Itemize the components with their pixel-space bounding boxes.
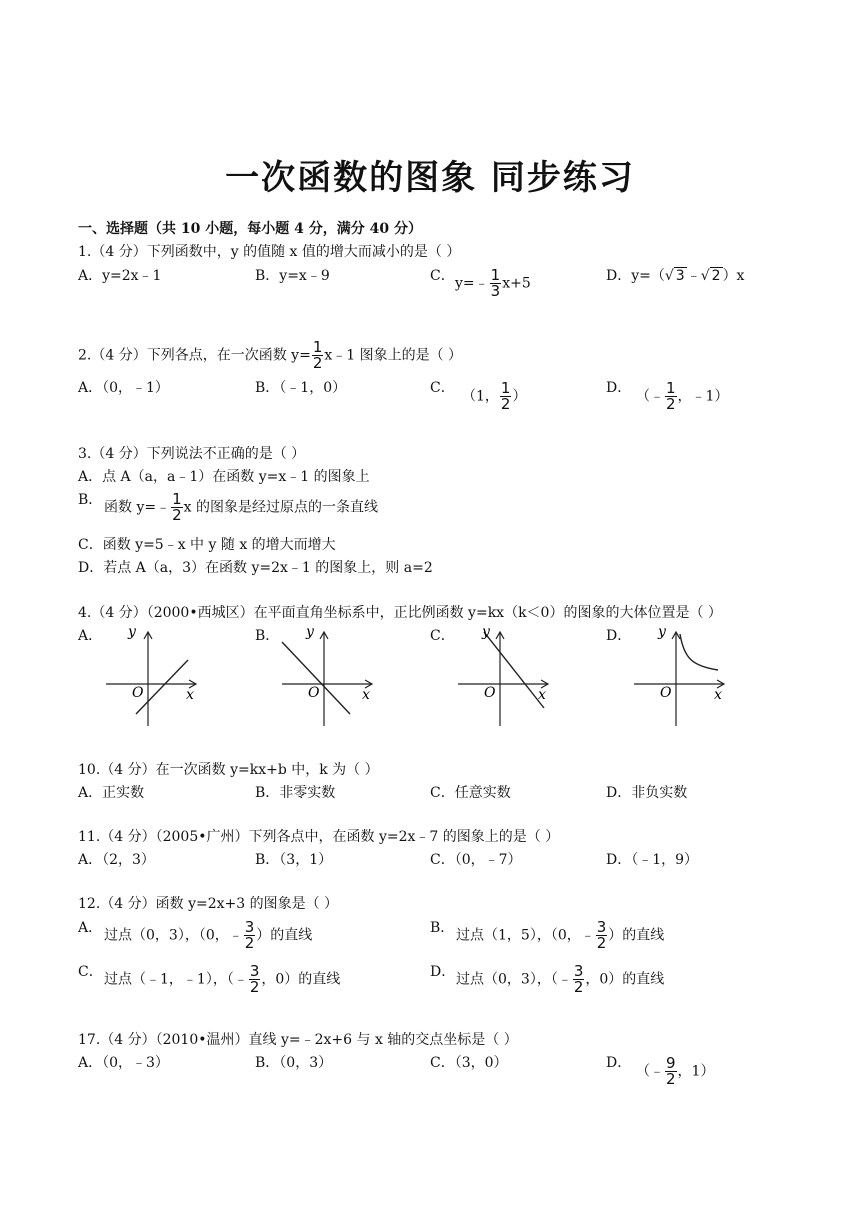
q4-option-a[interactable]: A． bbox=[78, 628, 103, 644]
q12-a-prefix: 过点（0，3），（0，﹣ bbox=[104, 927, 243, 944]
graph-c-x-label: x bbox=[538, 687, 546, 703]
sqrt-2-radicand: 2 bbox=[711, 268, 721, 284]
q17-option-d-label[interactable]: D． bbox=[606, 1055, 632, 1071]
q3-stem: 3.（4 分）下列说法不正确的是（ ） bbox=[78, 446, 306, 462]
q2-option-d-expr bbox=[636, 381, 728, 412]
q12-a-suffix: ）的直线 bbox=[256, 927, 313, 944]
q17-option-b[interactable]: B．（0，3） bbox=[255, 1055, 333, 1071]
section-heading: 一、选择题（共 10 小题，每小题 4 分，满分 40 分） bbox=[78, 221, 422, 237]
q2-d-denominator: 2 bbox=[666, 395, 676, 413]
q1-d-suffix: ）x bbox=[722, 268, 745, 284]
q4-graph-d bbox=[628, 622, 728, 730]
q17-d-numerator: 9 bbox=[666, 1054, 676, 1072]
q10-option-b[interactable]: B．非零实数 bbox=[255, 785, 336, 801]
q12-a-fraction bbox=[244, 920, 256, 951]
q1-c-suffix: x+5 bbox=[502, 275, 531, 292]
q12-d-suffix: ，0）的直线 bbox=[585, 971, 665, 988]
q12-a-numerator: 3 bbox=[244, 918, 255, 936]
q11-option-c[interactable]: C．（0，﹣7） bbox=[430, 852, 522, 868]
q1-d-prefix: D．y=（ bbox=[606, 268, 665, 284]
q3-option-b-label[interactable]: B． bbox=[78, 492, 103, 508]
q12-c-fraction bbox=[249, 964, 261, 995]
q3-b-prefix: 函数 y=﹣ bbox=[104, 499, 171, 516]
q12-a-denominator: 2 bbox=[244, 934, 255, 952]
q10-option-a[interactable]: A．正实数 bbox=[78, 785, 145, 801]
graph-b-y-label: y bbox=[306, 624, 314, 640]
graph-d-y-label: y bbox=[658, 624, 666, 640]
q3-option-d[interactable]: D．若点 A（a，3）在函数 y=2x﹣1 的图象上，则 a=2 bbox=[78, 560, 433, 576]
q2-c-prefix: （1， bbox=[462, 388, 499, 405]
q12-stem: 12.（4 分）函数 y=2x+3 的图象是（ ） bbox=[78, 896, 339, 912]
q12-option-b-label[interactable]: B． bbox=[430, 920, 455, 936]
q3-option-c[interactable]: C．函数 y=5﹣x 中 y 随 x 的增大而增大 bbox=[78, 537, 336, 553]
q4-graph-c bbox=[452, 622, 552, 730]
q1-c-numerator: 1 bbox=[490, 266, 501, 284]
q2-c-fraction bbox=[500, 381, 512, 412]
q3-option-b-text bbox=[104, 492, 378, 523]
q2-d-numerator: 1 bbox=[666, 379, 676, 397]
q17-option-d-expr bbox=[636, 1056, 714, 1087]
q12-option-c-text bbox=[104, 964, 340, 995]
q17-d-prefix: （﹣ bbox=[636, 1063, 664, 1080]
q2-option-d-label[interactable]: D． bbox=[606, 380, 632, 396]
q12-b-prefix: 过点（1，5），（0，﹣ bbox=[456, 927, 595, 944]
q12-b-fraction bbox=[596, 920, 608, 951]
q2-stem-suffix: x﹣1 图象上的是（ ） bbox=[324, 347, 463, 364]
q2-stem-prefix: 2.（4 分）下列各点，在一次函数 y= bbox=[78, 347, 311, 364]
graph-b-x-label: x bbox=[362, 687, 370, 703]
graph-d-x-label: x bbox=[714, 687, 722, 703]
q1-option-c-label[interactable]: C． bbox=[430, 268, 455, 284]
q12-c-suffix: ，0）的直线 bbox=[261, 971, 341, 988]
q2-d-prefix: （﹣ bbox=[636, 388, 664, 405]
q12-b-suffix: ）的直线 bbox=[608, 927, 665, 944]
q10-stem: 10.（4 分）在一次函数 y=kx+b 中，k 为（ ） bbox=[78, 762, 379, 778]
q12-d-prefix: 过点（0，3），（﹣ bbox=[456, 971, 572, 988]
q12-option-a-label[interactable]: A． bbox=[78, 920, 103, 936]
q4-graph-b bbox=[276, 622, 376, 730]
q17-d-denominator: 2 bbox=[666, 1070, 676, 1088]
q12-c-prefix: 过点（﹣1，﹣1），（﹣ bbox=[104, 971, 248, 988]
graph-d-origin: O bbox=[660, 685, 672, 701]
q12-d-denominator: 2 bbox=[573, 978, 584, 996]
q2-option-b[interactable]: B．（﹣1，0） bbox=[255, 380, 347, 396]
sqrt-3-radicand: 3 bbox=[675, 268, 685, 284]
sqrt-3: √ 3 bbox=[664, 268, 685, 284]
page-title: 一次函数的图象 同步练习 bbox=[225, 158, 635, 198]
q1-option-a[interactable]: A．y=2x﹣1 bbox=[78, 268, 162, 284]
q3-option-a[interactable]: A．点 A（a，a﹣1）在函数 y=x﹣1 的图象上 bbox=[78, 469, 370, 485]
graph-c-origin: O bbox=[484, 685, 496, 701]
q3-b-numerator: 1 bbox=[172, 490, 182, 508]
q11-option-d[interactable]: D．（﹣1，9） bbox=[606, 852, 699, 868]
q2-c-numerator: 1 bbox=[500, 379, 511, 397]
q11-option-b[interactable]: B．（3，1） bbox=[255, 852, 333, 868]
q2-option-c-label[interactable]: C． bbox=[430, 380, 455, 396]
q1-stem: 1.（4 分）下列函数中，y 的值随 x 值的增大而减小的是（ ） bbox=[78, 244, 461, 260]
q12-c-denominator: 2 bbox=[249, 978, 260, 996]
q12-option-c-label[interactable]: C． bbox=[78, 964, 103, 980]
q2-d-suffix: ，﹣1） bbox=[677, 388, 729, 405]
q17-option-a[interactable]: A．（0，﹣3） bbox=[78, 1055, 169, 1071]
q4-option-d[interactable]: D． bbox=[606, 628, 632, 644]
q12-b-denominator: 2 bbox=[596, 934, 607, 952]
graph-a-origin: O bbox=[132, 685, 144, 701]
q3-b-denominator: 2 bbox=[172, 506, 182, 524]
q11-stem: 11.（4 分）（2005•广州）下列各点中，在函数 y=2x﹣7 的图象上的是（ ） bbox=[78, 829, 560, 845]
graph-b-origin: O bbox=[308, 685, 320, 701]
q17-d-fraction bbox=[665, 1056, 677, 1087]
q1-c-fraction bbox=[490, 268, 502, 299]
q2-c-denominator: 2 bbox=[500, 395, 511, 413]
q4-stem: 4.（4 分）（2000•西城区）在平面直角坐标系中，正比例函数 y=kx（k＜0）的图象的大体位置是（ ） bbox=[78, 605, 722, 621]
q2-stem-fraction bbox=[312, 340, 324, 371]
q3-b-fraction bbox=[171, 492, 183, 523]
q17-option-c[interactable]: C．（3，0） bbox=[430, 1055, 508, 1071]
q4-option-c[interactable]: C． bbox=[430, 628, 455, 644]
q17-stem: 17.（4 分）（2010•温州）直线 y=﹣2x+6 与 x 轴的交点坐标是（ ） bbox=[78, 1032, 518, 1048]
q10-option-c[interactable]: C．任意实数 bbox=[430, 785, 511, 801]
q1-option-d[interactable] bbox=[606, 267, 744, 285]
q12-option-a-text bbox=[104, 920, 312, 951]
q3-b-suffix: x 的图象是经过原点的一条直线 bbox=[183, 499, 378, 516]
q4-option-b[interactable]: B． bbox=[255, 628, 280, 644]
q2-stem bbox=[78, 340, 462, 371]
q10-option-d[interactable]: D．非负实数 bbox=[606, 785, 688, 801]
q1-option-c-expr bbox=[455, 268, 531, 299]
q12-c-numerator: 3 bbox=[249, 962, 260, 980]
q4-graph-a bbox=[100, 622, 200, 730]
graph-a-x-label: x bbox=[186, 687, 194, 703]
q1-option-b[interactable]: B．y=x﹣9 bbox=[255, 268, 330, 284]
graph-a-y-label: y bbox=[128, 624, 136, 640]
q2-option-a[interactable]: A．（0，﹣1） bbox=[78, 380, 169, 396]
q12-d-fraction bbox=[573, 964, 585, 995]
q2-d-fraction bbox=[665, 381, 677, 412]
q12-option-b-text bbox=[456, 920, 664, 951]
q17-d-suffix: ，1） bbox=[677, 1063, 715, 1080]
q12-option-d-text bbox=[456, 964, 664, 995]
q2-c-suffix: ） bbox=[512, 388, 527, 405]
q11-option-a[interactable]: A．（2，3） bbox=[78, 852, 155, 868]
q2-option-c-expr bbox=[462, 381, 526, 412]
q2-stem-denominator: 2 bbox=[312, 354, 323, 372]
sqrt-2: √ 2 bbox=[700, 268, 721, 284]
q1-c-denominator: 3 bbox=[490, 282, 501, 300]
q12-option-d-label[interactable]: D． bbox=[430, 964, 456, 980]
q2-stem-numerator: 1 bbox=[312, 338, 323, 356]
q12-d-numerator: 3 bbox=[573, 962, 584, 980]
graph-c-y-label: y bbox=[482, 624, 490, 640]
q1-c-prefix: y=﹣ bbox=[455, 275, 489, 292]
q12-b-numerator: 3 bbox=[596, 918, 607, 936]
q1-d-minus: ﹣ bbox=[686, 268, 701, 284]
